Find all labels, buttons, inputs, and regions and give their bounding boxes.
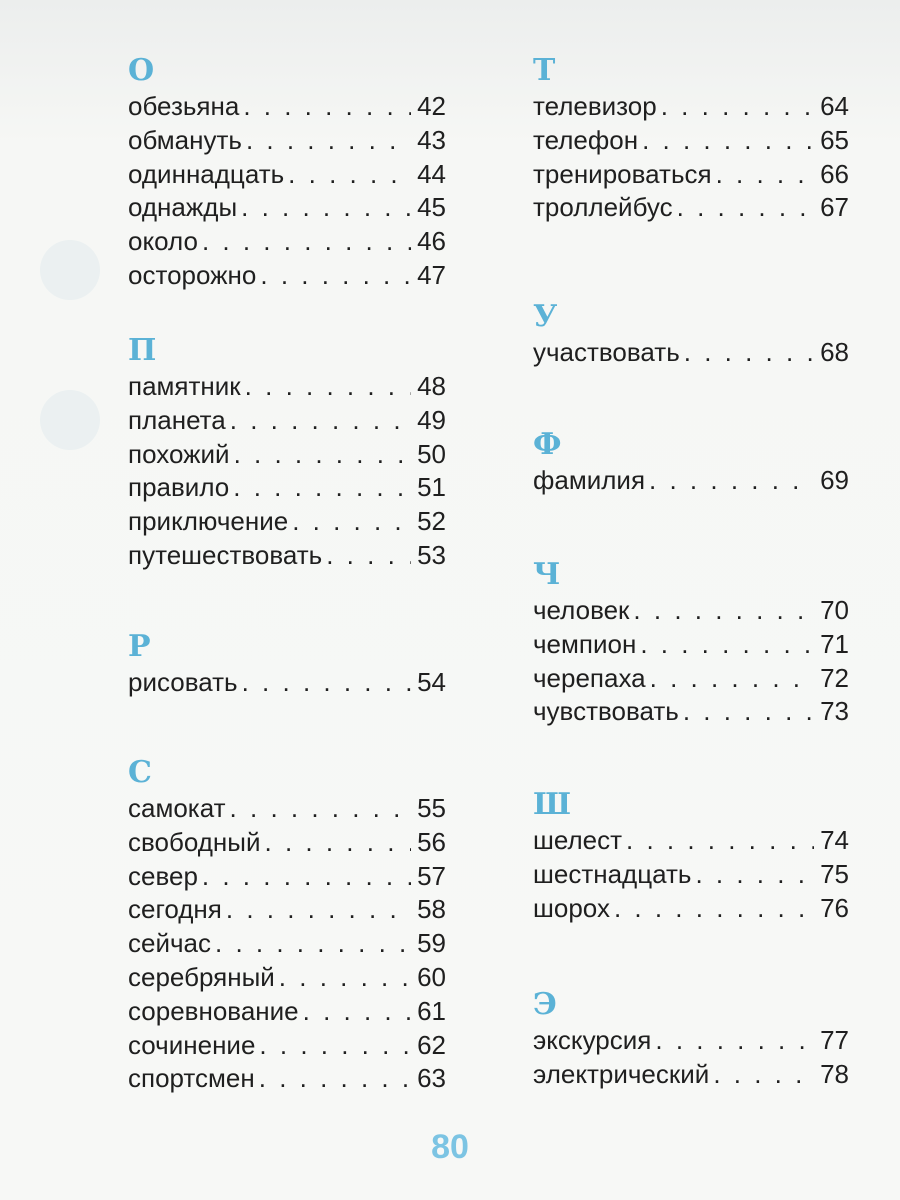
- entry-page: 58: [417, 894, 446, 925]
- index-entry: [128, 505, 446, 539]
- index-column-left: [128, 52, 446, 1096]
- entry-page: 78: [820, 1058, 849, 1089]
- letter-heading: Ф: [533, 427, 562, 462]
- entry-word: приключение: [128, 506, 289, 537]
- leader-dots: [677, 191, 814, 225]
- index-entry: [128, 158, 446, 192]
- letter-section-p: [128, 332, 446, 628]
- index-entry: [533, 124, 849, 158]
- index-entry: [128, 404, 446, 438]
- entry-page: 65: [820, 124, 849, 155]
- entry-page: 43: [417, 124, 446, 155]
- entry-word: телевизор: [533, 91, 657, 121]
- letter-heading: У: [533, 299, 558, 334]
- leader-dots: [241, 191, 411, 225]
- index-entry: [128, 961, 446, 995]
- leader-dots: [245, 370, 411, 404]
- entry-word: спортсмен: [128, 1063, 255, 1094]
- leader-dots: [633, 594, 814, 628]
- entry-page: 68: [820, 337, 849, 367]
- letter-heading: Э: [533, 987, 557, 1022]
- letter-heading: Ш: [533, 787, 572, 822]
- leader-dots: [713, 1058, 814, 1092]
- letter-section-sh: [533, 786, 849, 986]
- leader-dots: [288, 158, 411, 192]
- index-entry: [533, 594, 849, 628]
- entry-word: север: [128, 860, 198, 891]
- index-entry: [128, 191, 446, 225]
- index-entry: [533, 1024, 849, 1058]
- entry-page: 77: [820, 1025, 849, 1055]
- index-entry: [533, 1058, 849, 1092]
- index-entry: [128, 927, 446, 961]
- entry-page: 56: [417, 826, 446, 857]
- entry-word: самокат: [128, 793, 226, 823]
- entry-page: 67: [820, 192, 849, 223]
- entry-page: 57: [417, 860, 446, 891]
- index-entry: [128, 370, 446, 404]
- leader-dots: [292, 505, 411, 539]
- entry-word: чемпион: [533, 628, 637, 659]
- entry-page: 74: [820, 825, 849, 855]
- leader-dots: [242, 666, 411, 700]
- index-entry: [128, 893, 446, 927]
- index-entry: [128, 1062, 446, 1096]
- letter-section-t: [533, 52, 849, 298]
- entry-page: 48: [417, 371, 446, 401]
- entry-word: тренироваться: [533, 158, 712, 189]
- index-entry: [128, 666, 446, 700]
- leader-dots: [233, 471, 411, 505]
- letter-heading: Ч: [533, 557, 561, 592]
- entry-word: электрический: [533, 1058, 710, 1089]
- leader-dots: [279, 961, 411, 995]
- index-entry: [128, 826, 446, 860]
- entry-page: 61: [417, 995, 446, 1026]
- entry-page: 47: [417, 259, 446, 290]
- entry-page: 64: [820, 91, 849, 121]
- entry-word: обезьяна: [128, 91, 240, 121]
- letter-heading: Р: [128, 629, 151, 664]
- leader-dots: [640, 628, 814, 662]
- entry-word: соревнование: [128, 995, 299, 1026]
- leader-dots: [650, 662, 814, 696]
- index-entry: [128, 1029, 446, 1063]
- letter-heading: П: [128, 333, 157, 368]
- letter-heading: О: [128, 53, 155, 88]
- entry-page: 49: [417, 404, 446, 435]
- entry-page: 46: [417, 226, 446, 257]
- index-entry: [533, 191, 849, 225]
- leader-dots: [614, 892, 814, 926]
- bleed-through-mark: [40, 240, 100, 300]
- entry-page: 54: [417, 667, 446, 697]
- entry-page: 59: [417, 928, 446, 959]
- index-entry: [533, 336, 849, 370]
- index-entry: [533, 662, 849, 696]
- index-entry: [128, 860, 446, 894]
- entry-word: около: [128, 226, 198, 257]
- index-entry: [533, 90, 849, 124]
- index-entry: [128, 259, 446, 293]
- entry-word: сейчас: [128, 928, 211, 959]
- leader-dots: [259, 1029, 411, 1063]
- leader-dots: [234, 438, 412, 472]
- leader-dots: [215, 927, 411, 961]
- leader-dots: [260, 259, 411, 293]
- leader-dots: [202, 225, 411, 259]
- entry-page: 52: [417, 506, 446, 537]
- entry-word: шелест: [533, 825, 622, 855]
- letter-section-ch: [533, 556, 849, 786]
- leader-dots: [303, 995, 411, 1029]
- entry-page: 76: [820, 892, 849, 923]
- index-entry: [128, 225, 446, 259]
- entry-page: 42: [417, 91, 446, 121]
- leader-dots: [655, 1024, 814, 1058]
- leader-dots: [230, 404, 411, 438]
- index-column-right: [533, 52, 849, 1092]
- entry-word: черепаха: [533, 662, 646, 693]
- entry-word: рисовать: [128, 667, 238, 697]
- entry-word: планета: [128, 404, 226, 435]
- entry-word: фамилия: [533, 465, 646, 495]
- leader-dots: [642, 124, 814, 158]
- leader-dots: [661, 90, 814, 124]
- leader-dots: [683, 695, 814, 729]
- index-entry: [533, 695, 849, 729]
- bleed-through-mark: [40, 390, 100, 450]
- leader-dots: [716, 158, 815, 192]
- index-entry: [128, 995, 446, 1029]
- letter-section-u: [533, 298, 849, 426]
- letter-heading: С: [128, 755, 152, 790]
- entry-page: 73: [820, 696, 849, 727]
- leader-dots: [202, 860, 411, 894]
- entry-page: 44: [417, 158, 446, 189]
- index-entry: [533, 824, 849, 858]
- leader-dots: [684, 336, 814, 370]
- entry-word: похожий: [128, 438, 230, 469]
- entry-page: 72: [820, 662, 849, 693]
- index-entry: [128, 90, 446, 124]
- entry-page: 75: [820, 858, 849, 889]
- entry-page: 55: [417, 793, 446, 823]
- index-entry: [533, 158, 849, 192]
- entry-word: сегодня: [128, 894, 222, 925]
- leader-dots: [649, 464, 814, 498]
- letter-section-o: [128, 52, 446, 332]
- index-entry: [128, 539, 446, 573]
- entry-page: 63: [417, 1063, 446, 1094]
- entry-word: памятник: [128, 371, 241, 401]
- index-entry: [533, 464, 849, 498]
- letter-section-s: [128, 754, 446, 1096]
- leader-dots: [226, 893, 411, 927]
- entry-word: путешествовать: [128, 539, 323, 570]
- entry-word: обмануть: [128, 124, 242, 155]
- leader-dots: [243, 90, 411, 124]
- leader-dots: [626, 824, 814, 858]
- index-entry: [533, 858, 849, 892]
- leader-dots: [265, 826, 412, 860]
- entry-word: одиннадцать: [128, 158, 285, 189]
- entry-page: 70: [820, 595, 849, 625]
- leader-dots: [259, 1062, 411, 1096]
- leader-dots: [230, 792, 412, 826]
- entry-word: экскурсия: [533, 1025, 652, 1055]
- page-number: 80: [431, 1128, 469, 1166]
- entry-page: 69: [820, 465, 849, 495]
- letter-heading: Т: [533, 53, 556, 88]
- entry-page: 62: [417, 1029, 446, 1060]
- leader-dots: [246, 124, 411, 158]
- entry-word: чувствовать: [533, 696, 679, 727]
- entry-page: 66: [820, 158, 849, 189]
- entry-word: участвовать: [533, 337, 680, 367]
- entry-word: однажды: [128, 192, 238, 223]
- leader-dots: [326, 539, 411, 573]
- index-entry: [128, 438, 446, 472]
- index-entry: [533, 628, 849, 662]
- entry-word: правило: [128, 472, 230, 503]
- letter-section-e: [533, 986, 849, 1092]
- index-entry: [128, 471, 446, 505]
- entry-page: 51: [417, 472, 446, 503]
- entry-word: троллейбус: [533, 192, 673, 223]
- entry-page: 45: [417, 192, 446, 223]
- index-entry: [533, 892, 849, 926]
- entry-word: серебряный: [128, 961, 275, 992]
- index-entry: [128, 792, 446, 826]
- entry-word: сочинение: [128, 1029, 256, 1060]
- entry-word: телефон: [533, 124, 639, 155]
- entry-page: 53: [417, 539, 446, 570]
- letter-section-r: [128, 628, 446, 754]
- entry-page: 60: [417, 961, 446, 992]
- index-entry: [128, 124, 446, 158]
- leader-dots: [695, 858, 814, 892]
- entry-word: свободный: [128, 826, 261, 857]
- entry-word: шорох: [533, 892, 610, 923]
- entry-word: шестнадцать: [533, 858, 692, 889]
- entry-word: человек: [533, 595, 630, 625]
- entry-page: 71: [820, 628, 849, 659]
- letter-section-f: [533, 426, 849, 556]
- entry-word: осторожно: [128, 259, 257, 290]
- entry-page: 50: [417, 438, 446, 469]
